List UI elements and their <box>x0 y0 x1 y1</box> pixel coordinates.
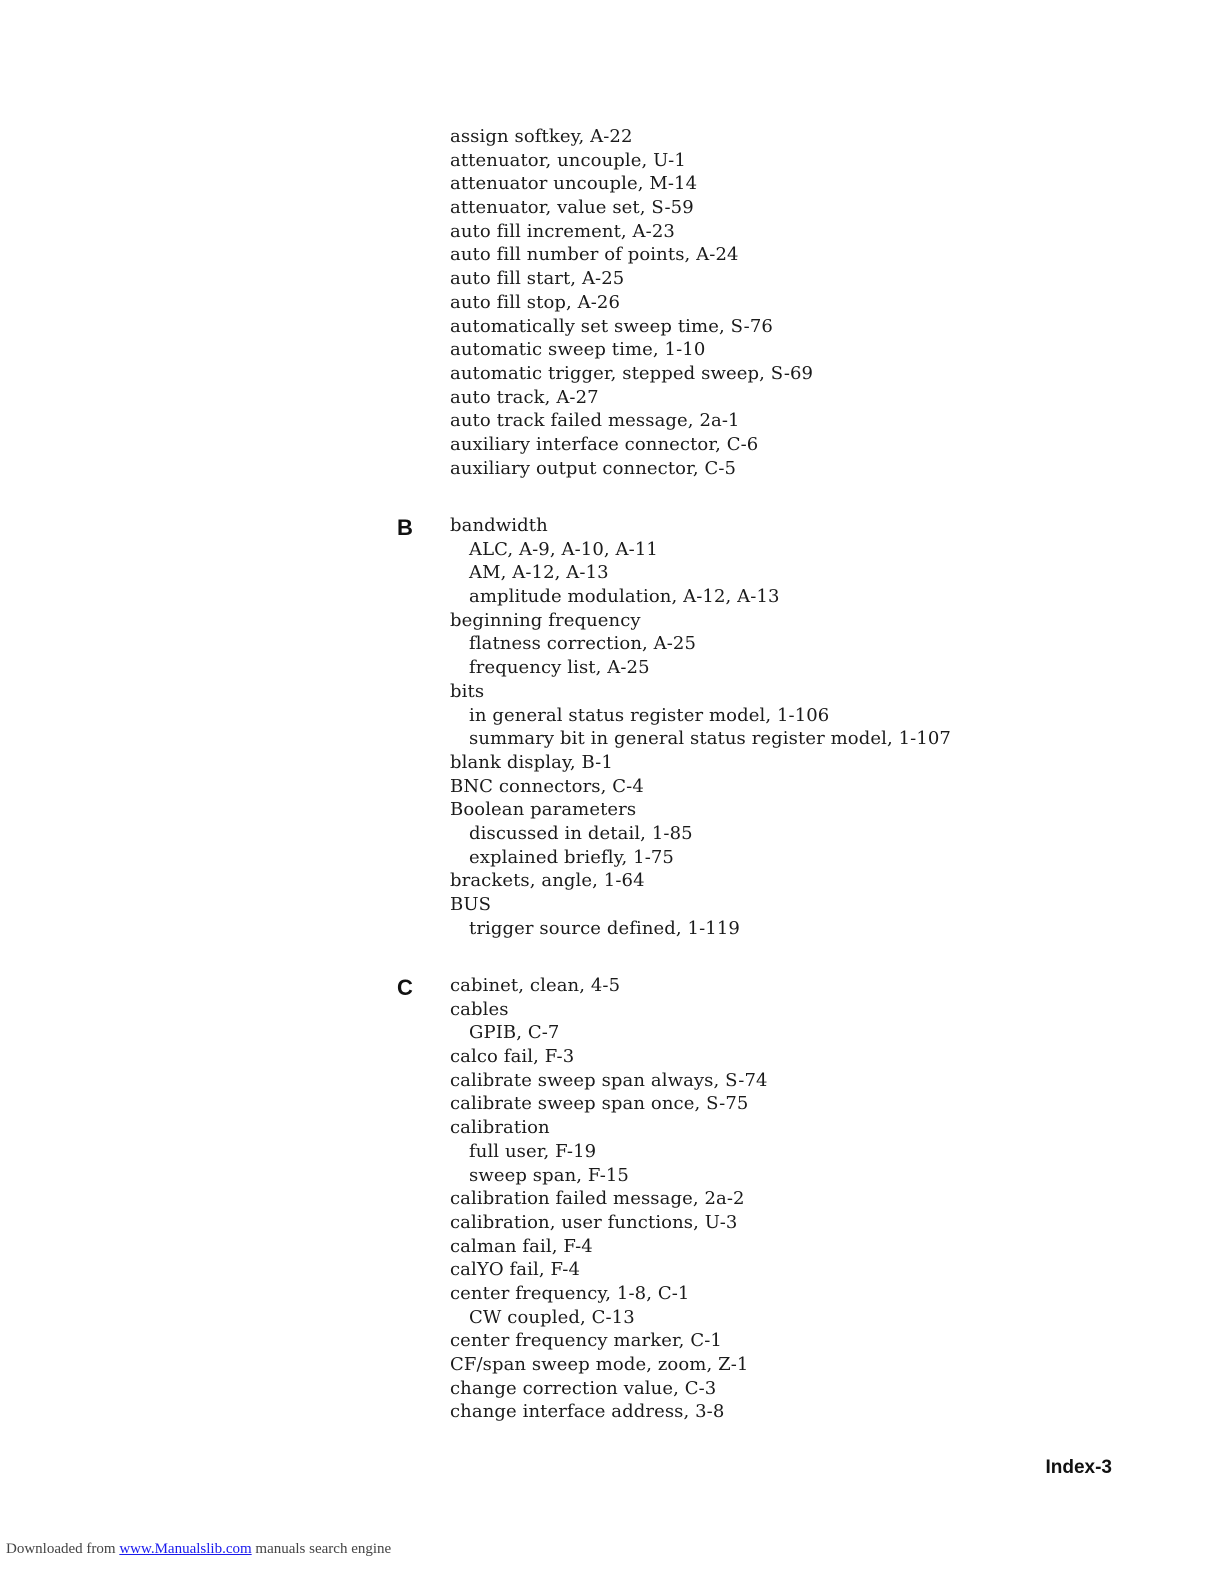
index-section <box>450 514 951 940</box>
index-entry: calibrate sweep span always, S-74 <box>450 1069 768 1091</box>
index-entry: assign softkey, A-22 <box>450 126 633 147</box>
index-section <box>450 125 813 480</box>
index-entry: automatic trigger, stepped sweep, S-69 <box>450 362 814 384</box>
index-entry: calco fail, F-3 <box>450 1046 575 1068</box>
index-entry: calibration, user functions, U-3 <box>450 1211 738 1233</box>
index-entry: auto fill start, A-25 <box>450 268 625 290</box>
index-entry: attenuator uncouple, M-14 <box>450 173 698 195</box>
section-letter: B <box>397 515 413 540</box>
index-entry: auto track failed message, 2a-1 <box>450 410 740 432</box>
index-entry: bandwidth <box>450 515 548 536</box>
index-entry: center frequency marker, C-1 <box>450 1330 722 1352</box>
index-entry: auxiliary output connector, C-5 <box>450 457 737 479</box>
index-subentry: explained briefly, 1-75 <box>469 846 674 868</box>
index-subentry: ALC, A-9, A-10, A-11 <box>469 538 658 560</box>
index-subentry: sweep span, F-15 <box>469 1164 629 1186</box>
index-entry: CF/span sweep mode, zoom, Z-1 <box>450 1354 749 1375</box>
index-entry: calman fail, F-4 <box>450 1235 593 1257</box>
index-entry: attenuator, value set, S-59 <box>450 197 694 219</box>
index-entry: auto track, A-27 <box>450 386 599 408</box>
manualslib-link[interactable]: www.Manualslib.com <box>119 1541 252 1557</box>
index-entry: auto fill increment, A-23 <box>450 220 675 242</box>
section-letter: C <box>397 975 413 1000</box>
footer-suffix: manuals search engine <box>251 1541 392 1557</box>
index-entry: auto fill number of points, A-24 <box>450 244 739 266</box>
index-entry: attenuator, uncouple, U-1 <box>450 149 686 171</box>
index-subentry: frequency list, A-25 <box>469 657 650 679</box>
index-subentry: trigger source defined, 1-119 <box>469 917 740 939</box>
index-subentry: GPIB, C-7 <box>469 1022 560 1044</box>
index-entry: BUS <box>450 894 492 915</box>
index-entry: blank display, B-1 <box>450 751 613 773</box>
index-entry: auto fill stop, A-26 <box>450 291 621 313</box>
index-entry: bits <box>450 680 485 702</box>
index-entry: calibration failed message, 2a-2 <box>450 1188 745 1210</box>
index-entry: cables <box>450 998 509 1020</box>
index-entry: BNC connectors, C-4 <box>450 775 644 797</box>
footer-prefix: Downloaded from <box>6 1541 120 1557</box>
index-entry: brackets, angle, 1-64 <box>450 870 645 892</box>
index-subentry: amplitude modulation, A-12, A-13 <box>469 586 780 608</box>
index-entry: change correction value, C-3 <box>450 1377 717 1399</box>
index-entry: beginning frequency <box>450 609 641 631</box>
index-subentry: full user, F-19 <box>469 1140 597 1162</box>
index-entry: calYO fail, F-4 <box>450 1259 580 1281</box>
index-entry: automatic sweep time, 1-10 <box>450 339 706 361</box>
index-entry: calibration <box>450 1117 550 1139</box>
index-subentry: AM, A-12, A-13 <box>469 562 609 584</box>
index-subentry: summary bit in general status register model, 1-107 <box>469 728 951 750</box>
index-entry: cabinet, clean, 4-5 <box>450 975 621 996</box>
index-subentry: flatness correction, A-25 <box>469 633 697 655</box>
index-subentry: in general status register model, 1-106 <box>469 704 830 726</box>
index-entry: automatically set sweep time, S-76 <box>450 315 773 337</box>
index-entry: calibrate sweep span once, S-75 <box>450 1093 749 1115</box>
index-subentry: CW coupled, C-13 <box>469 1306 635 1328</box>
index-section <box>450 974 768 1424</box>
index-entry: change interface address, 3-8 <box>450 1401 725 1423</box>
index-entry: center frequency, 1-8, C-1 <box>450 1282 690 1304</box>
download-footer <box>6 1541 391 1558</box>
index-subentry: discussed in detail, 1-85 <box>469 822 693 844</box>
index-entry: auxiliary interface connector, C-6 <box>450 433 759 455</box>
index-entry: Boolean parameters <box>450 799 637 821</box>
page-number: Index-3 <box>1045 1457 1112 1478</box>
